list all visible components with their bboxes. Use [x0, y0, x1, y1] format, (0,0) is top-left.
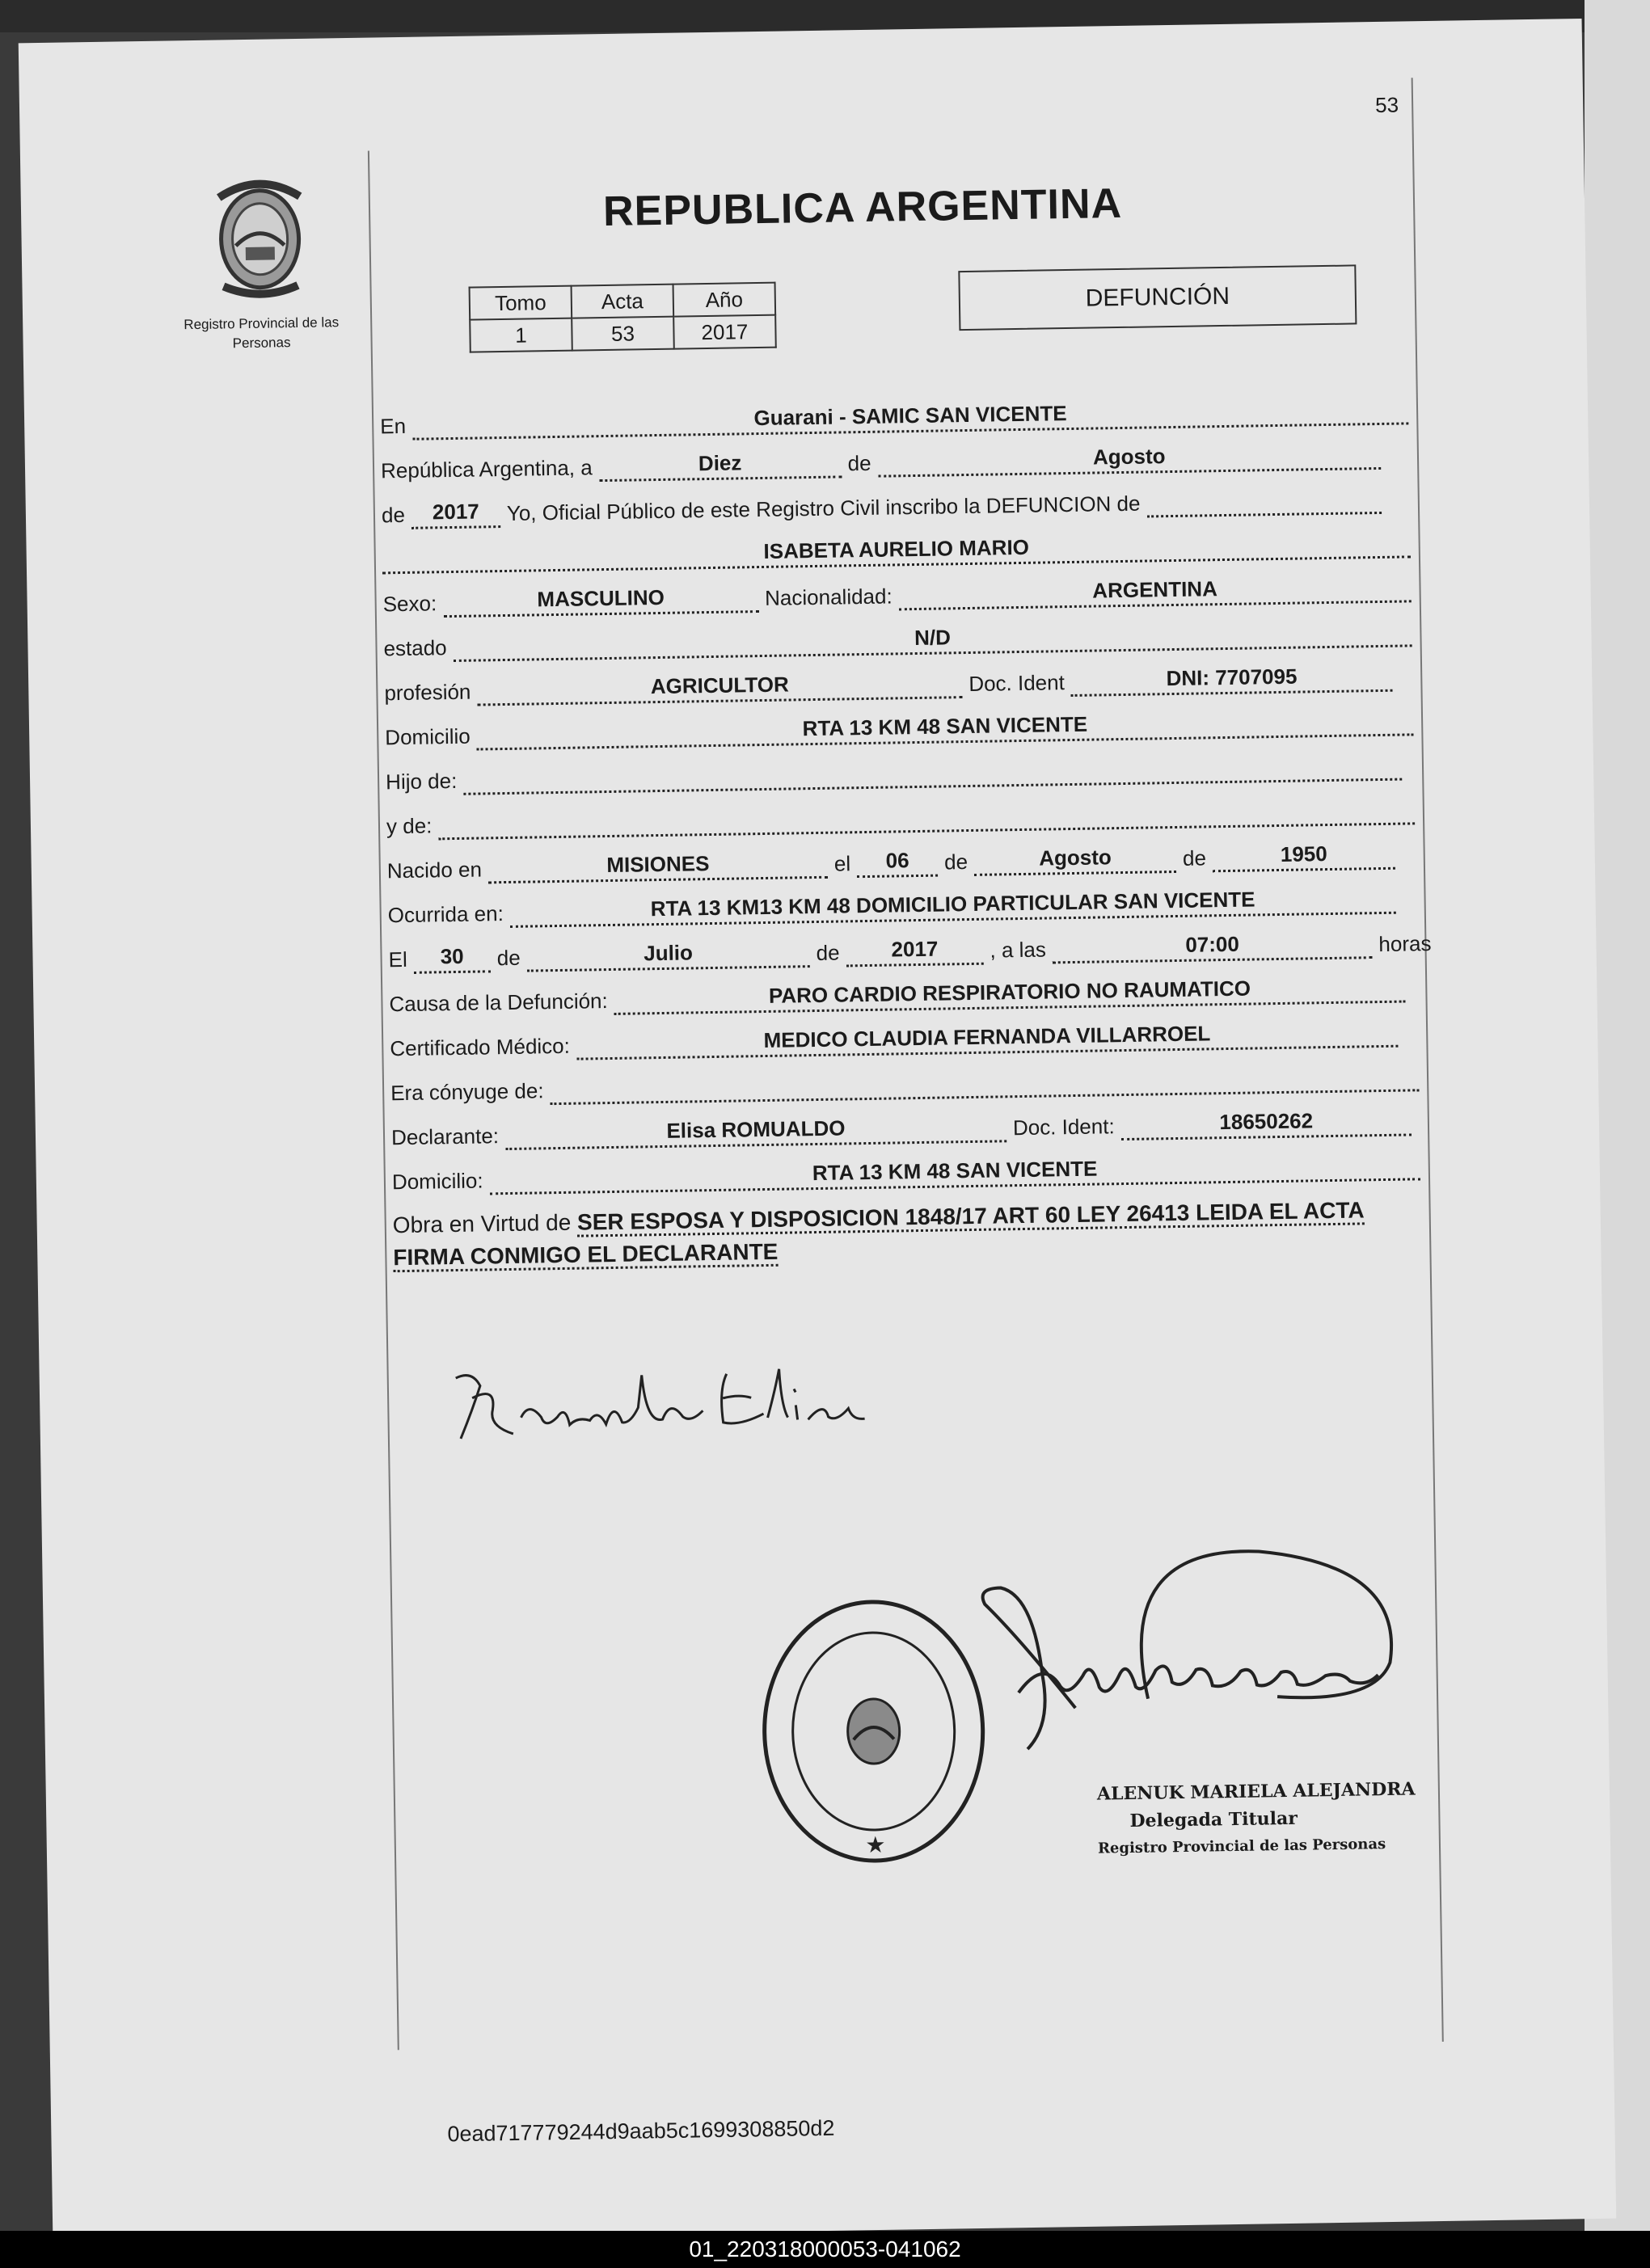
label-obra: Obra en Virtud de	[392, 1209, 572, 1238]
row-causa	[389, 967, 1412, 1018]
field-profesion: AGRICULTOR	[477, 667, 963, 706]
label-y-de: y de:	[386, 813, 433, 839]
record-type-box: DEFUNCIÓN	[958, 264, 1357, 331]
document-title: REPUBLICA ARGENTINA	[602, 179, 1123, 236]
label-nacido: Nacido en	[386, 857, 483, 883]
officer-signature	[968, 1532, 1424, 1782]
province-emblem-icon	[202, 172, 317, 303]
field-y-de	[438, 793, 1415, 840]
delegation-seal	[754, 1592, 993, 1871]
label-de2: de	[381, 502, 406, 528]
record-table	[469, 282, 777, 353]
field-ocurrida: RTA 13 KM13 KM 48 DOMICILIO PARTICULAR SAN VICENTE	[509, 883, 1395, 928]
document-page	[19, 19, 1617, 2243]
field-hijo	[463, 749, 1402, 795]
officer-office: Registro Provincial de las Personas	[1097, 1836, 1386, 1857]
label-horas: horas	[1378, 931, 1432, 957]
label-nacionalidad: Nacionalidad:	[764, 584, 893, 610]
label-doc-ident: Doc. Ident	[968, 670, 1066, 696]
value-tomo: 1	[470, 318, 572, 352]
label-el2: El	[388, 946, 407, 972]
field-obra: SER ESPOSA Y DISPOSICION 1848/17 ART 60 LEY 26413 LEIDA EL ACTA FIRMA CONMIGO EL DECLARANTE	[393, 1197, 1365, 1272]
field-nacionalidad: ARGENTINA	[898, 571, 1411, 610]
label-el: el	[833, 851, 851, 876]
header-ano: Año	[673, 283, 776, 317]
officer-role: Delegada Titular	[1129, 1807, 1298, 1832]
label-conyuge: Era cónyuge de:	[390, 1078, 544, 1106]
row-ocurrida	[387, 879, 1403, 930]
field-sexo: MASCULINO	[443, 581, 759, 618]
field-conyuge	[550, 1060, 1419, 1105]
field-oficial-blank	[1146, 483, 1382, 518]
field-death-month: Julio	[526, 936, 810, 972]
row-conyuge	[390, 1056, 1426, 1107]
registry-label: Registro Provincial de las Personas	[184, 314, 340, 352]
row-decl-domicilio	[392, 1145, 1428, 1196]
field-month: Agosto	[877, 438, 1381, 478]
field-death-day: 30	[413, 941, 491, 973]
label-causa: Causa de la Defunción:	[389, 989, 608, 1017]
row-declarante	[391, 1100, 1419, 1152]
row-profesion	[384, 656, 1399, 708]
field-decl-domicilio: RTA 13 KM 48 SAN VICENTE	[489, 1149, 1420, 1195]
label-estado: estado	[383, 635, 447, 661]
row-hijo	[386, 744, 1409, 796]
value-acta: 53	[572, 317, 674, 351]
row-domicilio	[385, 700, 1420, 752]
label-ocurrida: Ocurrida en:	[387, 901, 504, 928]
row-name	[382, 522, 1417, 574]
death-record-form	[380, 389, 1432, 1271]
image-footer-id: 01_220318000053-041062	[0, 2231, 1650, 2268]
row-nacimiento	[386, 834, 1402, 886]
field-nacido-en: MISIONES	[488, 847, 829, 884]
label-decl-domicilio: Domicilio:	[391, 1168, 483, 1195]
field-causa: PARO CARDIO RESPIRATORIO NO RAUMATICO	[614, 972, 1405, 1015]
label-death-de2: de	[816, 940, 840, 965]
field-deceased-name: ISABETA AURELIO MARIO	[382, 526, 1411, 574]
label-hijo: Hijo de:	[385, 768, 458, 795]
field-birth-month: Agosto	[974, 841, 1177, 876]
label-sexo: Sexo:	[382, 591, 437, 617]
field-year: 2017	[411, 496, 501, 529]
label-republica: República Argentina, a	[380, 455, 593, 483]
obra-en-virtud	[392, 1193, 1436, 1274]
field-day: Diez	[598, 446, 842, 482]
svg-text:★: ★	[865, 1831, 886, 1859]
value-ano: 2017	[673, 315, 776, 349]
field-declarante: Elisa ROMUALDO	[505, 1111, 1007, 1150]
row-sexo	[382, 567, 1418, 618]
label-de: de	[847, 450, 871, 476]
header-acta: Acta	[572, 285, 674, 318]
field-decl-doc: 18650262	[1120, 1104, 1412, 1140]
label-profesion: profesión	[384, 679, 471, 706]
document-hash: 0ead717779244d9aab5c1699308850d2	[447, 2115, 835, 2147]
field-domicilio: RTA 13 KM 48 SAN VICENTE	[476, 704, 1413, 750]
label-declarante: Declarante:	[390, 1123, 500, 1150]
declarant-signature	[447, 1355, 869, 1451]
row-certificado	[390, 1012, 1405, 1064]
label-decl-doc: Doc. Ident:	[1012, 1114, 1115, 1140]
label-a-las: , a las	[990, 937, 1047, 963]
label-certificado: Certificado Médico:	[390, 1033, 571, 1061]
field-death-year: 2017	[846, 934, 984, 967]
row-en	[380, 389, 1416, 441]
row-y-de	[386, 789, 1422, 841]
label-oficial: Yo, Oficial Público de este Registro Civil inscribo la DEFUNCION de	[506, 491, 1141, 525]
label-death-de: de	[496, 945, 521, 971]
label-birth-de2: de	[1182, 845, 1207, 871]
row-year	[382, 478, 1389, 530]
field-doc-ident: DNI: 7707095	[1070, 660, 1392, 697]
field-birth-day: 06	[857, 845, 939, 879]
row-fecha	[381, 434, 1388, 486]
officer-stamp	[1097, 1775, 1416, 1862]
label-birth-de: de	[943, 849, 968, 875]
field-estado: N/D	[453, 615, 1412, 662]
label-en: En	[380, 413, 407, 439]
row-estado	[383, 611, 1419, 663]
page-number: 53	[1374, 92, 1399, 118]
label-domicilio: Domicilio	[385, 723, 471, 750]
field-death-time: 07:00	[1053, 927, 1373, 963]
field-birth-year: 1950	[1213, 838, 1395, 873]
officer-name: ALENUK MARIELA ALEJANDRA	[1096, 1778, 1416, 1805]
header-tomo: Tomo	[470, 286, 572, 320]
field-certificado: MEDICO CLAUDIA FERNANDA VILLARROEL	[576, 1016, 1399, 1060]
field-en: Guarani - SAMIC SAN VICENTE	[412, 393, 1409, 440]
row-fecha-muerte	[388, 922, 1432, 974]
